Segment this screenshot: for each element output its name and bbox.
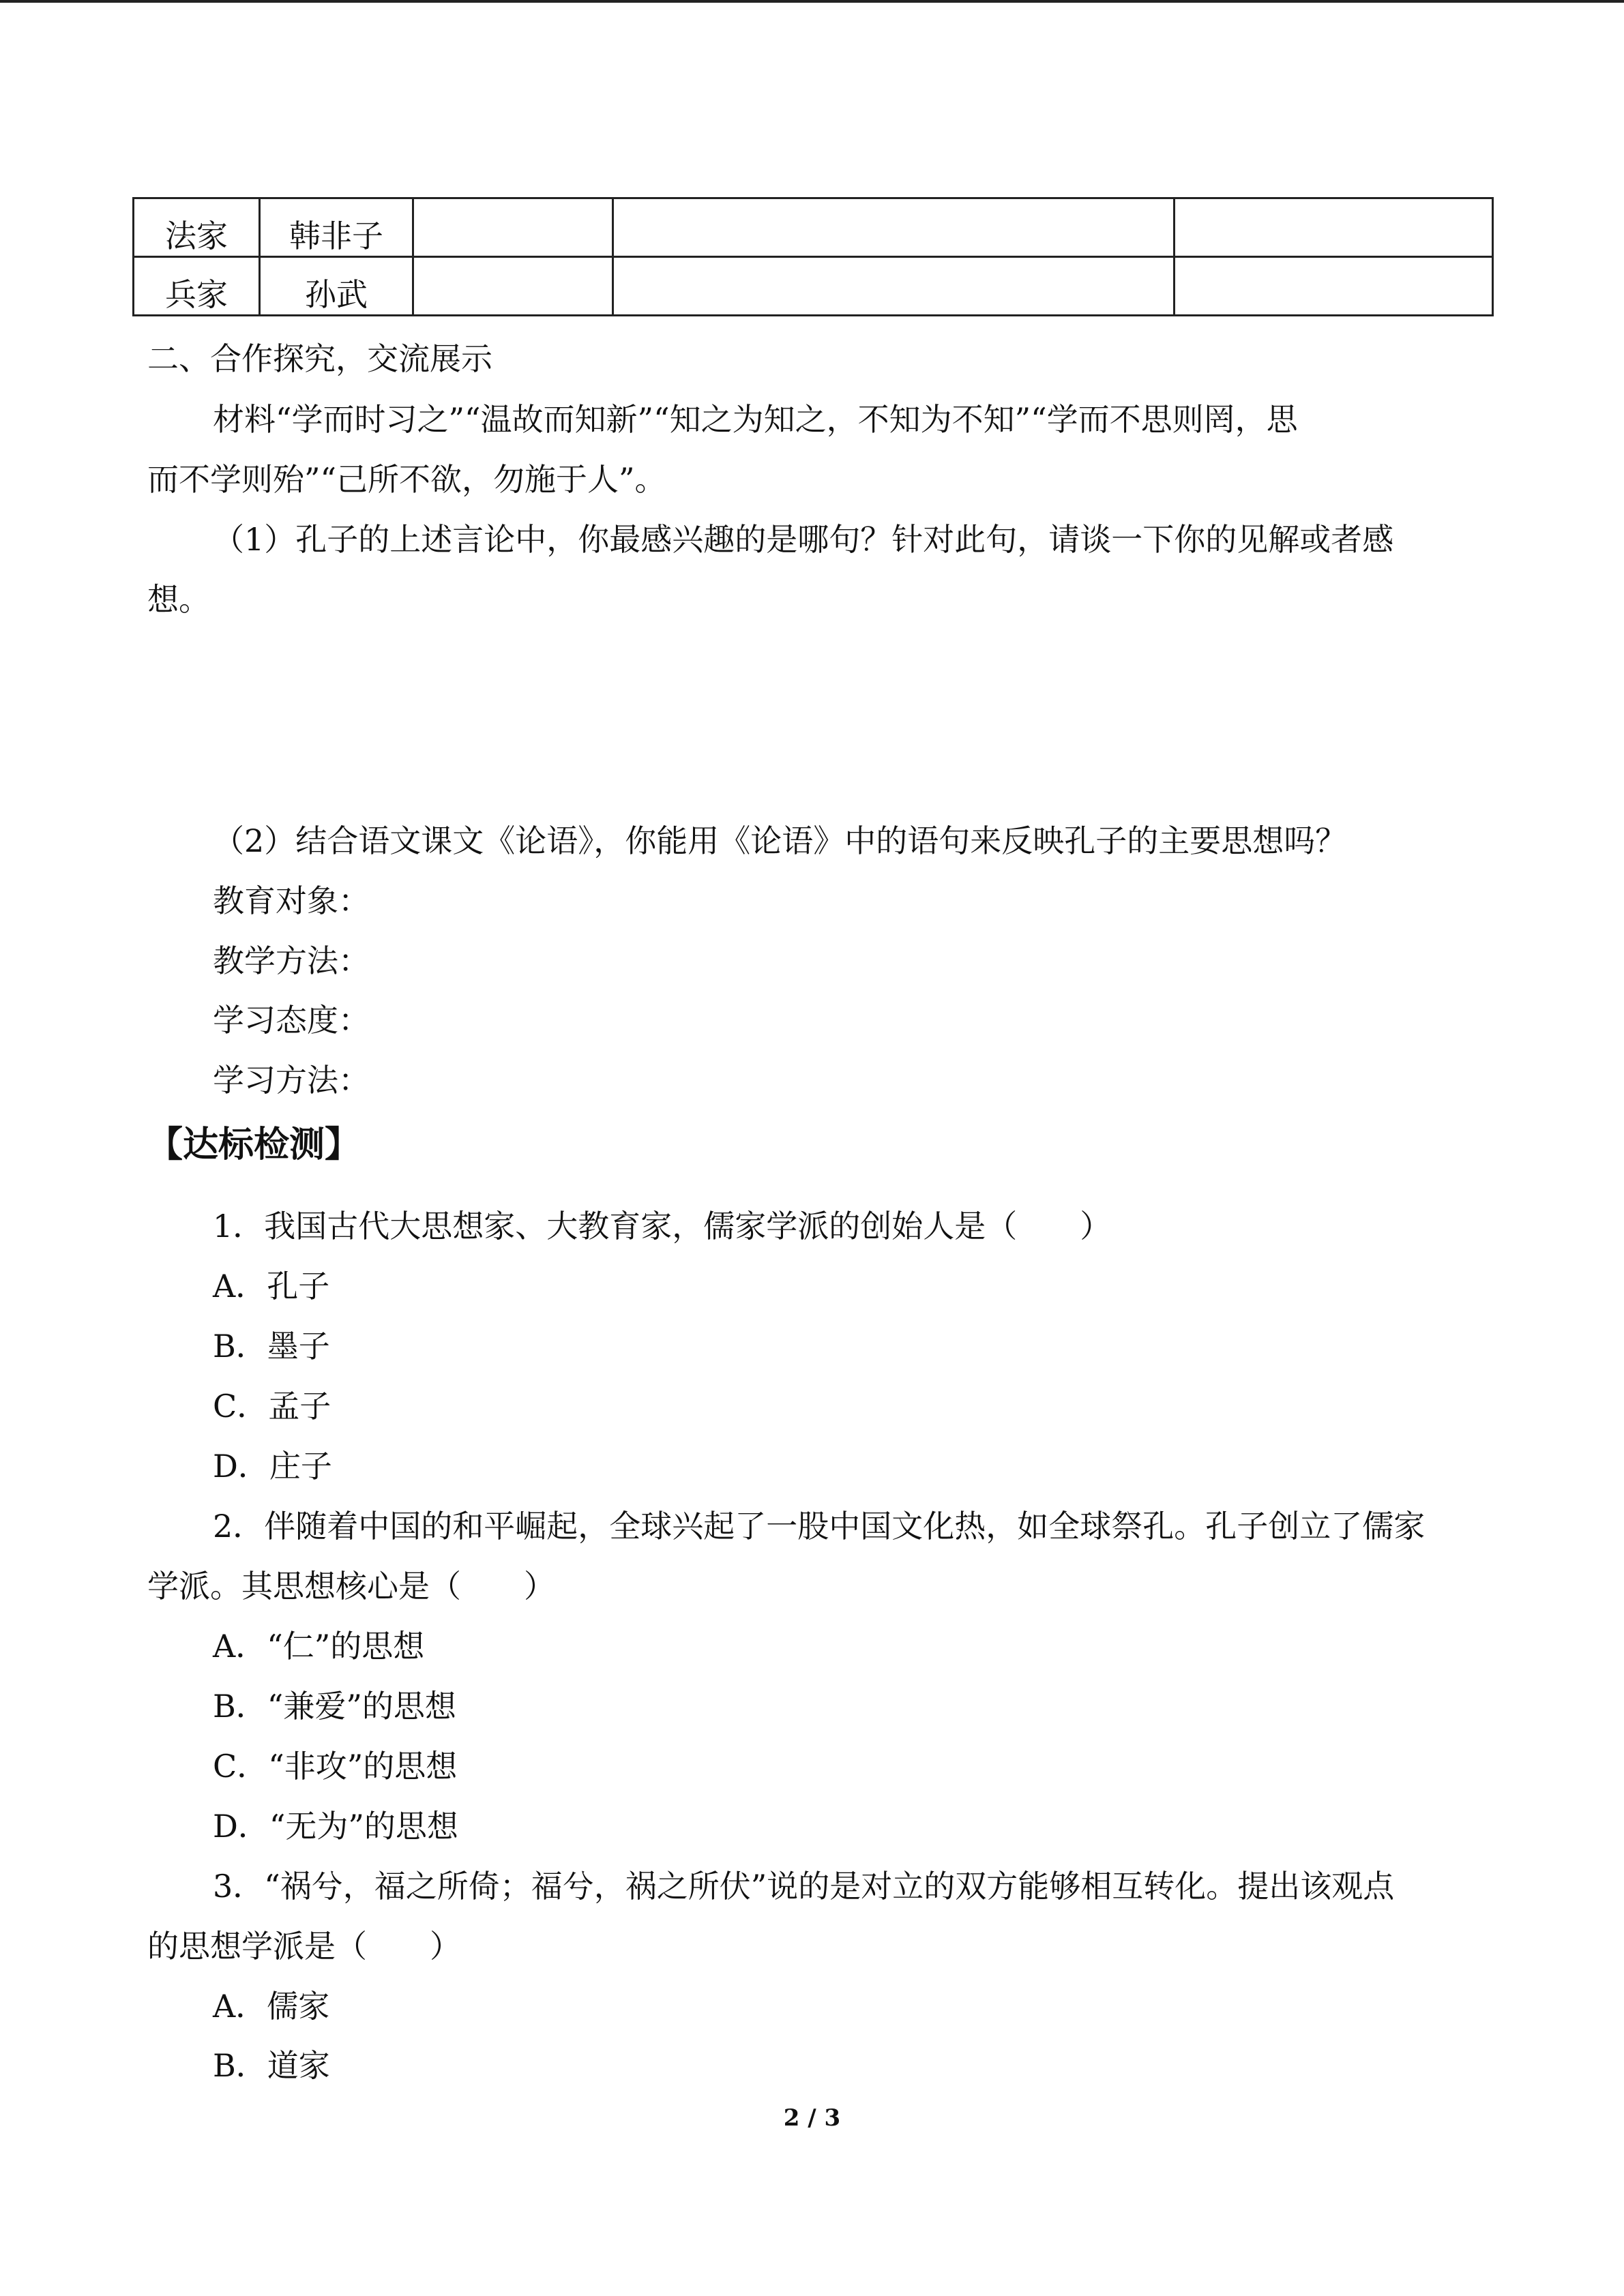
table-row [134, 257, 1493, 316]
prompt-label: 教学方法： [213, 942, 370, 979]
question-text: （1）孔子的上述言论中，你最感兴趣的是哪句？针对此句，请谈一下你的见解或者感 [213, 521, 1394, 558]
schools-table [132, 197, 1494, 316]
table-cell: 韩非子 [260, 198, 413, 257]
option-item: D．庄子 [213, 1448, 332, 1485]
table-row [134, 198, 1493, 257]
table-cell [1175, 257, 1493, 316]
option-item: C．孟子 [213, 1388, 331, 1425]
section-title: 二、合作探究，交流展示 [147, 340, 492, 377]
option-item: D．“无为”的思想 [213, 1808, 458, 1845]
question-text: 1．我国古代大思想家、大教育家，儒家学派的创始人是（ ） [213, 1208, 1112, 1244]
table-cell: 孙武 [260, 257, 413, 316]
material-line: 而不学则殆”“己所不欲，勿施于人”。 [147, 461, 666, 498]
question-text: 2．伴随着中国的和平崛起，全球兴起了一股中国文化热，如全球祭孔。孔子创立了儒家 [213, 1508, 1426, 1545]
table-cell: 法家 [134, 198, 260, 257]
question-text: 3．“祸兮，福之所倚；福兮，祸之所伏”说的是对立的双方能够相互转化。提出该观点 [213, 1868, 1395, 1905]
material-line: 材料“学而时习之”“温故而知新”“知之为知之，不知为不知”“学而不思则罔，思 [213, 401, 1298, 438]
page-number: 2 / 3 [783, 2104, 841, 2132]
prompt-label: 教育对象： [213, 882, 370, 919]
option-item: A．“仁”的思想 [213, 1628, 425, 1665]
table-cell [613, 257, 1175, 316]
option-item: B．“兼爱”的思想 [213, 1688, 456, 1725]
table-cell [413, 257, 613, 316]
prompt-label: 学习态度： [213, 1002, 370, 1039]
section-heading: 【达标检测】 [147, 1124, 361, 1165]
option-item: A．孔子 [213, 1268, 330, 1304]
question-text: （2）结合语文课文《论语》，你能用《论语》中的语句来反映孔子的主要思想吗？ [213, 822, 1347, 859]
question-text: 想。 [147, 581, 210, 618]
table-cell [613, 198, 1175, 257]
option-item: B．墨子 [213, 1328, 330, 1365]
option-item: C．“非攻”的思想 [213, 1748, 458, 1785]
option-item: A．儒家 [213, 1988, 330, 2025]
option-item: B．道家 [213, 2047, 330, 2084]
question-text: 学派。其思想核心是（ ） [147, 1568, 555, 1605]
prompt-label: 学习方法： [213, 1062, 370, 1099]
question-text: 的思想学派是（ ） [147, 1928, 461, 1965]
table-cell [413, 198, 613, 257]
table-cell [1175, 198, 1493, 257]
table-cell: 兵家 [134, 257, 260, 316]
